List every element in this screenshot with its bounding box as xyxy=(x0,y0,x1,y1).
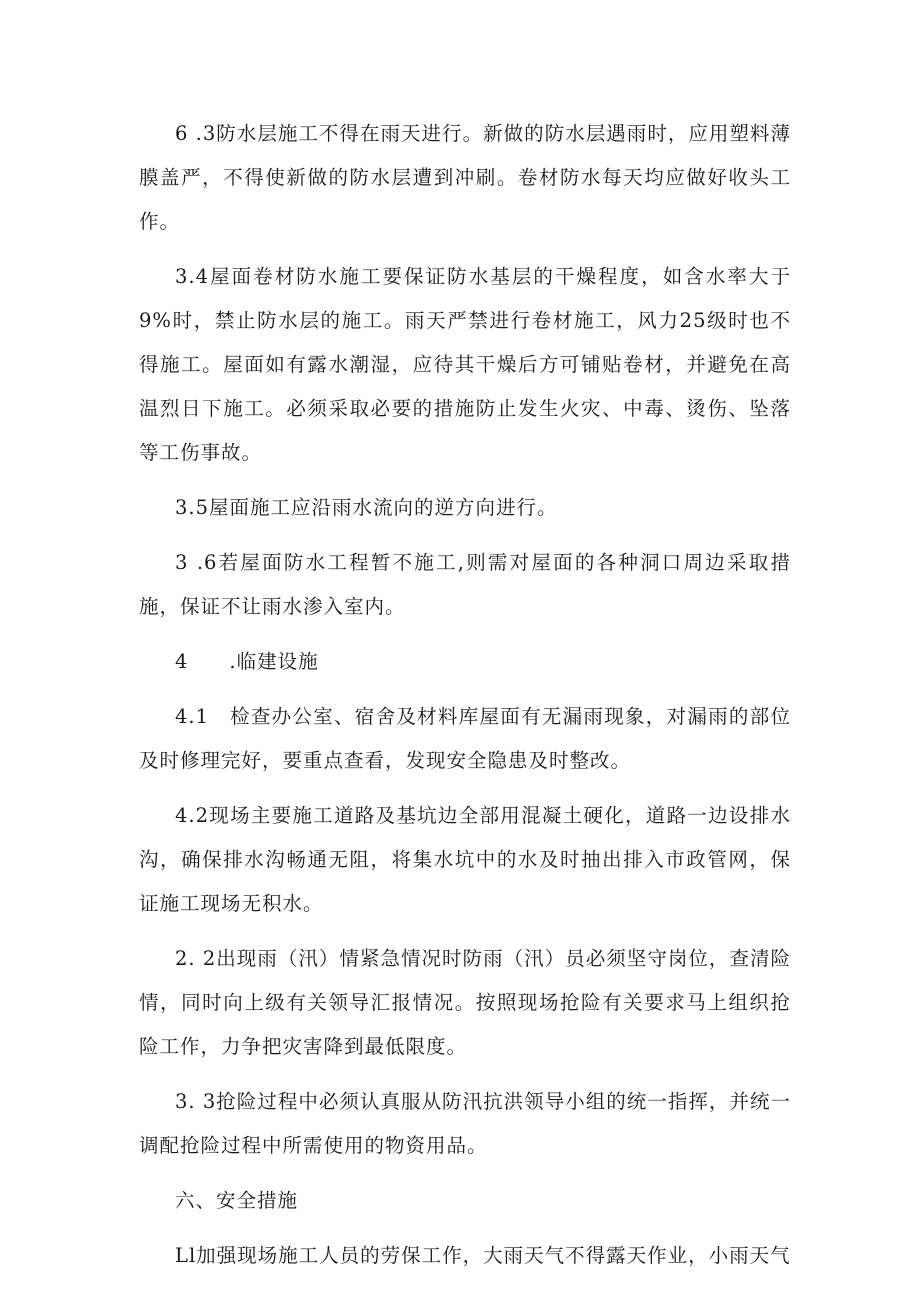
section-heading-safety-measures: 六、安全措施 xyxy=(175,1189,299,1212)
paragraph-2-2: 2. 2出现雨（汛）情紧急情况时防雨（汛）员必须坚守岗位，查清险情，同时向上级有关领导汇报情况。按照现场抢险有关要求马上组织抢险工作，力争把灾害降到最低限度。 xyxy=(139,947,791,1058)
paragraph-4-2: 4.2现场主要施工道路及基坑边全部用混凝土硬化，道路一边设排水沟，确保排水沟畅通无阻，将集水坑中的水及时抽出排入市政管网，保证施工现场无积水。 xyxy=(139,804,791,915)
paragraph-3-5: 3.5屋面施工应沿雨水流向的逆方向进行。 xyxy=(175,496,558,519)
paragraph-3-6: 3 .6若屋面防水工程暂不施工,则需对屋面的各种洞口周边采取措施，保证不让雨水渗入室内。 xyxy=(139,551,791,618)
section-heading-temporary-facilities: 4 .临建设施 xyxy=(175,650,319,673)
paragraph-4-1: 4.1 检查办公室、宿舍及材料库屋面有无漏雨现象，对漏雨的部位及时修理完好，要重点查看，发现安全隐患及时整改。 xyxy=(139,705,791,772)
paragraph-l1: Ll加强现场施工人员的劳保工作，大雨天气不得露天作业，小雨天气 xyxy=(175,1244,791,1267)
paragraph-3-4: 3.4屋面卷材防水施工要保证防水基层的干燥程度，如含水率大于9%时，禁止防水层的施工。雨天严禁进行卷材施工，风力25级时也不得施工。屋面如有露水潮湿，应待其干燥后方可铺贴卷材，并避免在高温烈日下施工。必须采取必要的措施防止发生火灾、中毒、烫伤、坠落等工伤事故。 xyxy=(139,265,791,464)
paragraph-6-3: 6 .3防水层施工不得在雨天进行。新做的防水层遇雨时，应用塑料薄膜盖严，不得使新做的防水层遭到冲刷。卷材防水每天均应做好收头工作。 xyxy=(139,122,791,233)
paragraph-3-3: 3. 3抢险过程中必须认真服从防汛抗洪领导小组的统一指挥，并统一调配抢险过程中所需使用的物资用品。 xyxy=(139,1090,791,1157)
document-body xyxy=(139,112,791,1289)
